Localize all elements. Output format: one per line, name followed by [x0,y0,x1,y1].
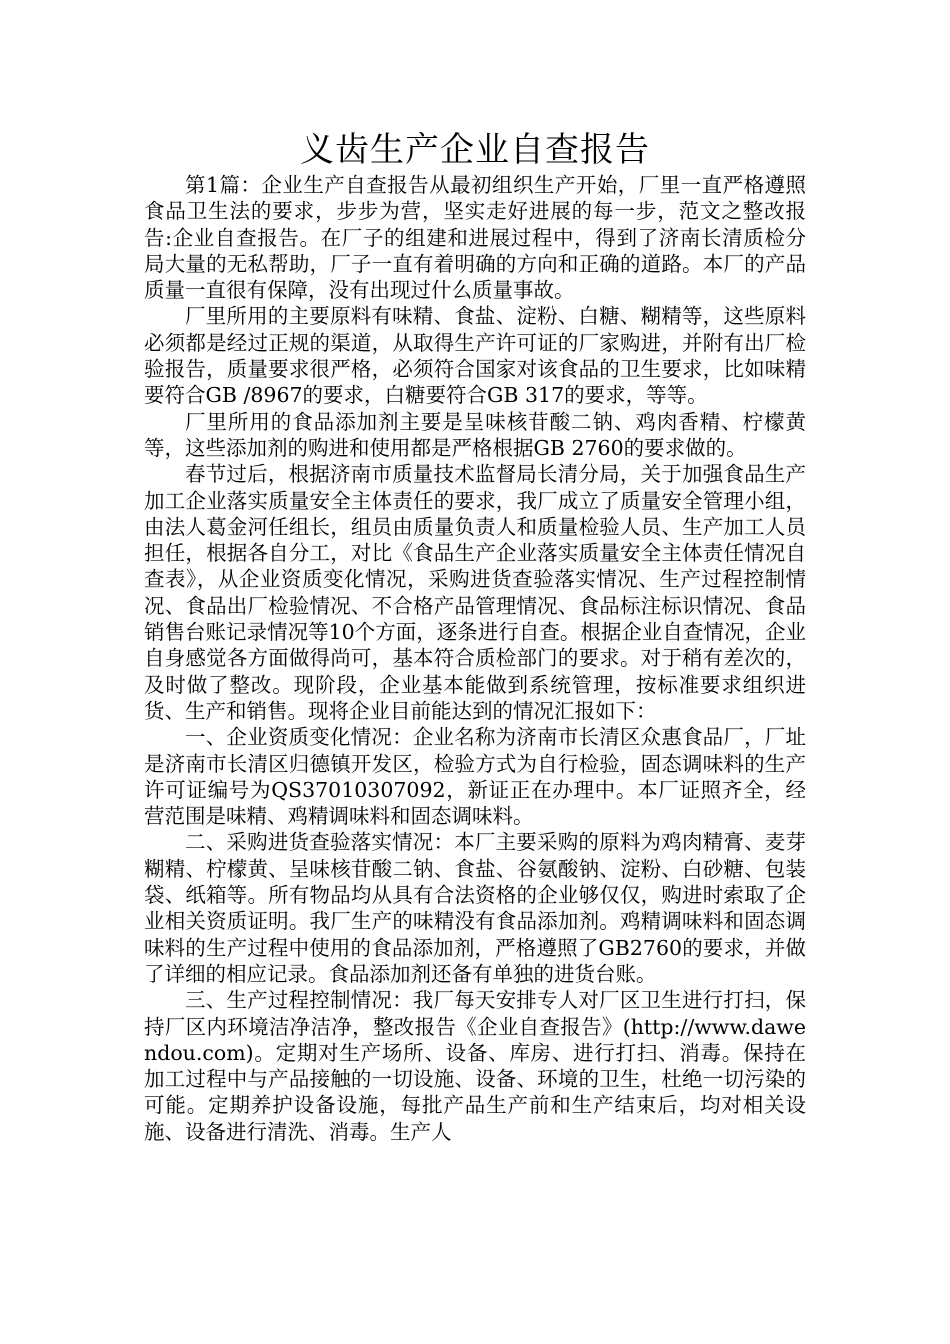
document-body [144,172,806,1145]
paragraph-raw-materials: 厂里所用的主要原料有味精、食盐、淀粉、白糖、糊精等，这些原料必须都是经过正规的渠道，从取得生产许可证的厂家购进，并附有出厂检验报告，质量要求很严格，必须符合国家对该食品的卫生要求，比如味精要符合GB /8967的要求，白糖要符合GB 317的要求，等等。 [144,304,806,408]
paragraph-intro: 第1篇：企业生产自查报告从最初组织生产开始，厂里一直严格遵照食品卫生法的要求，步步为营，坚实走好进展的每一步，范文之整改报告:企业自查报告。在厂子的组建和进展过程中，得到了济南长清质检分局大量的无私帮助，厂子一直有着明确的方向和正确的道路。本厂的产品质量一直很有保障，没有出现过什么质量事故。 [144,173,806,303]
paragraph-self-inspection: 春节过后，根据济南市质量技术监督局长清分局，关于加强食品生产加工企业落实质量安全主体责任的要求，我厂成立了质量安全管理小组，由法人葛金河任组长，组员由质量负责人和质量检验人员、生产加工人员担任，根据各自分工，对比《食品生产企业落实质量安全主体责任情况自查表》，从企业资质变化情况，采购进货查验落实情况、生产过程控制情况、食品出厂检验情况、不合格产品管理情况、食品标注标识情况、食品销售台账记录情况等10个方面，逐条进行自查。根据企业自查情况，企业自身感觉各方面做得尚可，基本符合质检部门的要求。对于稍有差次的，及时做了整改。现阶段，企业基本能做到系统管理，按标准要求组织进货、生产和销售。现将企业目前能达到的情况汇报如下： [144,462,806,723]
paragraph-additives: 厂里所用的食品添加剂主要是呈味核苷酸二钠、鸡肉香精、柠檬黄等，这些添加剂的购进和使用都是严格根据GB 2760的要求做的。 [144,409,806,460]
paragraph-qualification: 一、企业资质变化情况：企业名称为济南市长清区众惠食品厂，厂址是济南市长清区归德镇开发区，检验方式为自行检验，固态调味料的生产许可证编号为QS37010307092，新证正在办理中。本厂证照齐全，经营范围是味精、鸡精调味料和固态调味料。 [144,725,806,829]
document-title: 义齿生产企业自查报告 [300,130,650,170]
paragraph-process-control: 三、生产过程控制情况：我厂每天安排专人对厂区卫生进行打扫，保持厂区内环境洁净洁净，整改报告《企业自查报告》(http://www.dawendou.com)。定期对生产场所、设备、库房、进行打扫、消毒。保持在加工过程中与产品接触的一切设施、设备、环境的卫生，杜绝一切污染的可能。定期养护设备设施，每批产品生产前和生产结束后，均对相关设施、设备进行清洗、消毒。生产人 [144,988,806,1144]
paragraph-procurement: 二、采购进货查验落实情况：本厂主要采购的原料为鸡肉精膏、麦芽糊精、柠檬黄、呈味核苷酸二钠、食盐、谷氨酸钠、淀粉、白砂糖、包装袋、纸箱等。所有物品均从具有合法资格的企业够仅仅，购进时索取了企业相关资质证明。我厂生产的味精没有食品添加剂。鸡精调味料和固态调味料的生产过程中使用的食品添加剂，严格遵照了GB2760的要求，并做了详细的相应记录。食品添加剂还备有单独的进货台账。 [144,830,806,986]
